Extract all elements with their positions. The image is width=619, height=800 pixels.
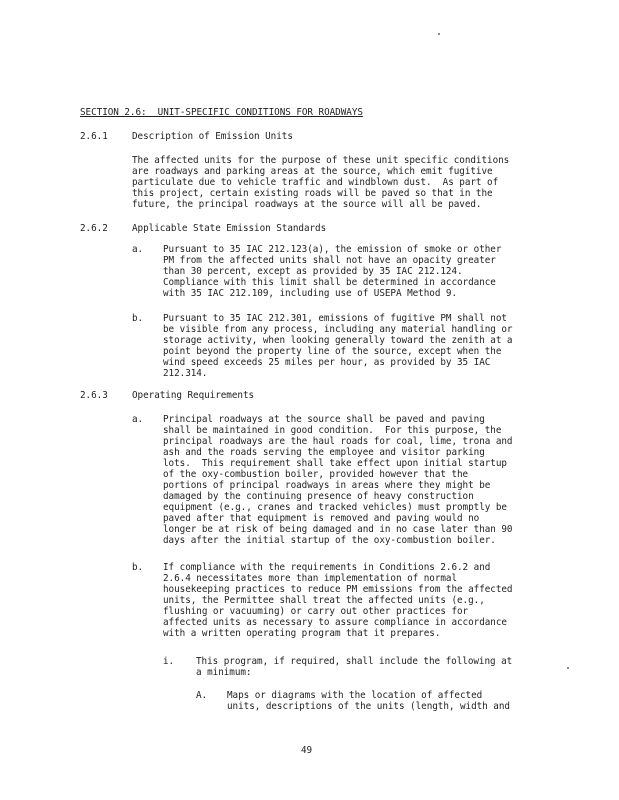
item-line: equipment (e.g., cranes and tracked vehicles) must promptly be: [163, 502, 507, 513]
item-line: units, the Permittee shall treat the affected units (e.g.,: [163, 595, 485, 606]
item-line: point beyond the property line of the source, except when the: [163, 346, 502, 357]
paragraph-line: The affected units for the purpose of these unit specific conditions: [132, 155, 510, 166]
subitem-label: i.: [163, 656, 175, 667]
item-line: wind speed exceeds 25 miles per hour, as provided by 35 IAC: [163, 357, 491, 368]
item-line: longer be at risk of being damaged and in no case later than 90: [163, 524, 513, 535]
paragraph-line: particulate due to vehicle traffic and windblown dust. As part of: [132, 177, 499, 188]
item-line: with 35 IAC 212.109, including use of USEPA Method 9.: [163, 288, 458, 299]
page-number: 49: [301, 745, 313, 756]
section-title-2-6-1: Description of Emission Units: [132, 131, 293, 142]
item-label: b.: [132, 313, 144, 324]
item-line: days after the initial startup of the oxy-combustion boiler.: [163, 535, 496, 546]
item-line: shall be maintained in good condition. For this purpose, the: [163, 425, 502, 436]
item-line: 2.6.4 necessitates more than implementation of normal: [163, 573, 458, 584]
item-line: of the oxy-combustion boiler, provided however that the: [163, 469, 469, 480]
item-line: lots. This requirement shall take effect upon initial startup: [163, 458, 507, 469]
item-line: be visible from any process, including any material handling or: [163, 324, 513, 335]
section-title-2-6-3: Operating Requirements: [132, 390, 255, 401]
subsubitem-line: units, descriptions of the units (length, width and: [227, 701, 510, 712]
subsubitem-label: A.: [196, 690, 208, 701]
item-line: principal roadways are the haul roads for coal, lime, trona and: [163, 436, 513, 447]
paragraph-line: future, the principal roadways at the source will all be paved.: [132, 199, 482, 210]
section-heading: SECTION 2.6: UNIT-SPECIFIC CONDITIONS FOR ROADWAYS: [80, 107, 363, 118]
item-label: a.: [132, 244, 144, 255]
scan-speck: [438, 33, 440, 35]
item-line: Compliance with this limit shall be determined in accordance: [163, 277, 496, 288]
item-line: Principal roadways at the source shall be paved and paving: [163, 414, 485, 425]
item-line: Pursuant to 35 IAC 212.301, emissions of fugitive PM shall not: [163, 313, 507, 324]
item-line: housekeeping practices to reduce PM emissions from the affected: [163, 584, 513, 595]
item-line: with a written operating program that it prepares.: [163, 628, 441, 639]
item-label: a.: [132, 414, 144, 425]
item-label: b.: [132, 562, 144, 573]
section-number-2-6-2: 2.6.2: [80, 223, 108, 234]
item-line: portions of principal roadways in areas where they might be: [163, 480, 491, 491]
item-line: Pursuant to 35 IAC 212.123(a), the emission of smoke or other: [163, 244, 502, 255]
paragraph-line: are roadways and parking areas at the source, which emit fugitive: [132, 166, 493, 177]
item-line: PM from the affected units shall not have an opacity greater: [163, 255, 496, 266]
item-line: flushing or vacuuming) or carry out other practices for: [163, 606, 469, 617]
subsubitem-line: Maps or diagrams with the location of affected: [227, 690, 483, 701]
section-title-2-6-2: Applicable State Emission Standards: [132, 223, 327, 234]
item-line: than 30 percent, except as provided by 35 IAC 212.124.: [163, 266, 463, 277]
subitem-line: a minimum:: [196, 667, 252, 678]
item-line: damaged by the continuing presence of heavy construction: [163, 491, 474, 502]
item-line: affected units as necessary to assure compliance in accordance: [163, 617, 507, 628]
section-number-2-6-3: 2.6.3: [80, 390, 108, 401]
paragraph-line: this project, certain existing roads will be paved so that in the: [132, 188, 493, 199]
scan-speck: [567, 667, 569, 669]
section-number-2-6-1: 2.6.1: [80, 131, 108, 142]
item-line: paved after that equipment is removed and paving would no: [163, 513, 480, 524]
item-line: ash and the roads serving the employee and visitor parking: [163, 447, 485, 458]
item-line: 212.314.: [163, 368, 208, 379]
item-line: If compliance with the requirements in Conditions 2.6.2 and: [163, 562, 491, 573]
subitem-line: This program, if required, shall include the following at: [196, 656, 513, 667]
item-line: storage activity, when looking generally toward the zenith at a: [163, 335, 513, 346]
